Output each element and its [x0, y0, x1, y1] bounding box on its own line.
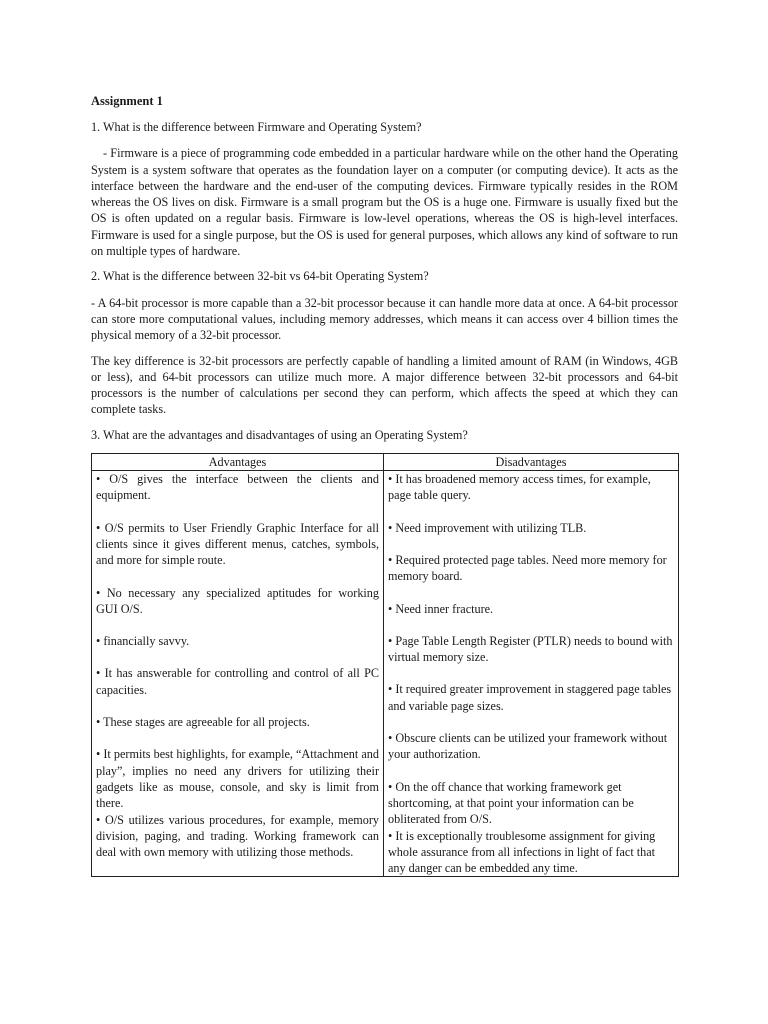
disadvantage-item: • Page Table Length Register (PTLR) needs to bound with virtual memory size. — [388, 633, 673, 665]
question-1: 1. What is the difference between Firmware and Operating System? — [91, 120, 422, 134]
advantages-header: Advantages — [92, 454, 384, 471]
advantage-item: • financially savvy. — [96, 634, 190, 649]
disadvantage-item: • It required greater improvement in staggered page tables and variable page sizes. — [388, 682, 672, 713]
disadvantage-item: • Need inner fracture. — [388, 601, 494, 616]
disadvantage-item: • It is exceptionally troublesome assignment for giving whole assurance from all infections in light of fact that any danger can be embedded any time. — [388, 828, 656, 876]
disadvantage-item: • It has broadened memory access times, for example, page table query. — [388, 472, 651, 503]
disadvantages-header: Disadvantages — [384, 454, 679, 471]
disadvantage-item: • On the off chance that working framework get shortcoming, at that point your information can be obliterated from O/S. — [388, 779, 634, 827]
answer-1: - Firmware is a piece of programming code embedded in a particular hardware while on the other hand the Operating System is a system software that operates as the foundation layer on a computer (or computing device). It acts as the interface between the hardware and the end-user of the computing devices. Firmware typically resides in the ROM whereas the OS lives on disk. Firmware is a small program but the OS is a huge one. Firmware is usually fixed but the OS is often updated on a regular basis. Firmware is low-level operations, whereas the OS is high-level interfaces. Firmware is used for a single purpose, but the OS is used for general purposes, which allows any kind of software to run on multiple types of hardware. — [91, 146, 678, 259]
disadvantage-item: • Obscure clients can be utilized your framework without your authorization. — [388, 731, 668, 762]
advantage-item: • These stages are agreeable for all projects. — [96, 715, 310, 730]
advantage-item: • No necessary any specialized aptitudes for working GUI O/S. — [96, 585, 379, 616]
advantages-cell — [92, 471, 384, 877]
advantage-item: • O/S permits to User Friendly Graphic Interface for all clients since it gives different menus, catches, symbols, and more for simple route. — [96, 520, 379, 568]
advantages-disadvantages-table — [91, 453, 679, 877]
advantage-item: • O/S utilizes various procedures, for example, memory division, paging, and trading. Working framework can deal with own memory with utilizing those methods. — [96, 812, 379, 860]
disadvantage-item: • Need improvement with utilizing TLB. — [388, 520, 587, 535]
advantage-item: • O/S gives the interface between the clients and equipment. — [96, 472, 379, 503]
question-2: 2. What is the difference between 32-bit vs 64-bit Operating System? — [91, 269, 429, 284]
question-3: 3. What are the advantages and disadvantages of using an Operating System? — [91, 427, 468, 442]
disadvantages-cell — [384, 471, 679, 877]
advantage-item: • It permits best highlights, for example, “Attachment and play”, implies no need any drivers for utilizing their gadgets like as mouse, console, and sky is limit from there. — [96, 747, 379, 811]
advantage-item: • It has answerable for controlling and control of all PC capacities. — [96, 666, 379, 697]
answer-2-part-2: The key difference is 32-bit processors are perfectly capable of handling a limited amount of RAM (in Windows, 4GB or less), and 64-bit processors can utilize much more. A major difference between 32-bit processors and 64-bit processors is the number of calculations per second they can perform, which affects the speed at which they can complete tasks. — [91, 353, 678, 417]
document-page — [91, 92, 678, 877]
disadvantage-item: • Required protected page tables. Need more memory for memory board. — [388, 552, 667, 584]
answer-2-part-1: - A 64-bit processor is more capable than a 32-bit processor because it can handle more data at once. A 64-bit processor can store more computational values, including memory addresses, which means it can access over 4 billion times the physical memory of a 32-bit processor. — [91, 295, 678, 343]
assignment-title: Assignment 1 — [91, 94, 163, 108]
